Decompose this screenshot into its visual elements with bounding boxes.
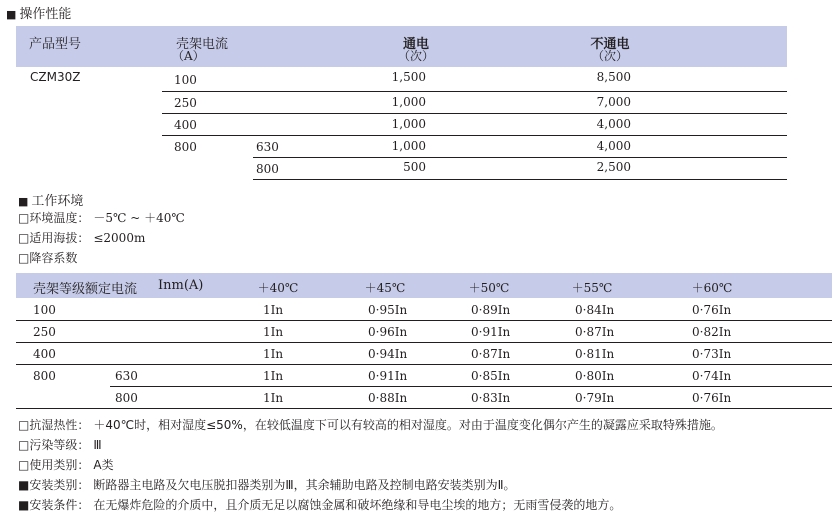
note-text: A类 [93,458,114,472]
product-model-value: CZM30Z [30,70,81,84]
derating-cell: 0·76In [692,303,732,317]
derating-row-sub-frame: 800 [115,391,138,405]
derating-row-frame: 100 [33,303,56,317]
derating-cell: 0·94In [368,347,408,361]
checkbox-bullet: □ [18,251,30,265]
env-temperature-label: 环境温度： [29,211,90,225]
note-label: 污染等级： [29,438,90,452]
derating-header-temp: ＋45℃ [364,281,406,295]
derating-cell: 0·84In [575,303,615,317]
derating-cell: 0·80In [575,369,615,383]
derating-header-temp: ＋60℃ [691,281,733,295]
env-temperature [18,209,185,226]
note-label: 安装类别： [29,478,90,492]
derating-cell: 0·95In [368,303,408,317]
row-divider [253,179,787,180]
section-heading-environment [18,190,83,209]
header-frame-unit: （A） [172,49,205,63]
row-divider [162,113,787,114]
derating-header-temp: ＋50℃ [468,281,510,295]
derating-cell: 0·85In [471,369,511,383]
row-divider [162,91,787,92]
note-text: 断路器主电路及欠电压脱扣器类别为Ⅲ，其余辅助电路及控制电路安装类别为Ⅱ。 [93,478,516,492]
ops-row-not-energized: 8,500 [596,70,631,84]
ops-row-frame: 400 [174,118,197,132]
ops-row-sub-frame: 630 [256,140,279,154]
derating-cell: 0·88In [368,391,408,405]
checkbox-bullet: □ [18,418,30,432]
derating-cell: 1In [263,303,284,317]
derating-row-sub-frame: 630 [115,369,138,383]
derating-header-inm: Inm(A) [158,278,204,293]
header-product-model: 产品型号 [29,37,82,52]
row-divider [16,364,832,365]
derating-cell: 0·87In [471,347,511,361]
derating-cell: 0·76In [692,391,732,405]
header-energized: 通电 [402,37,429,52]
row-divider [16,320,832,321]
ops-row-frame: 250 [174,96,197,110]
derating-header-temp: ＋40℃ [257,281,299,295]
derating-row-frame: 400 [33,347,56,361]
note-usage [18,456,114,473]
section-bullet: ■ [18,498,30,512]
note-label: 抗湿热性： [29,418,90,432]
ops-row-energized: 500 [403,160,426,174]
derating-cell: 0·91In [368,369,408,383]
checkbox-bullet: □ [18,438,30,452]
note-label: 使用类别： [29,458,90,472]
note-text: Ⅲ [93,438,102,452]
checkbox-bullet: □ [18,211,30,225]
env-altitude-value: ≤2000m [93,231,146,245]
note-install-category [18,476,516,493]
section-title: 工作环境 [31,194,84,209]
section-bullet: ■ [18,195,29,208]
checkbox-bullet: □ [18,458,30,472]
ops-row-energized: 1,000 [391,139,426,153]
section-bullet: ■ [6,8,17,21]
checkbox-bullet: □ [18,231,30,245]
derating-cell: 0·74In [692,369,732,383]
note-text: 在无爆炸危险的介质中，且介质无足以腐蚀金属和破坏绝缘和导电尘埃的地方；无雨雪侵袭的地方。 [93,498,622,512]
header-energized-unit: （次） [397,49,434,63]
note-install-conditions [18,496,621,513]
header-not-energized: 不通电 [590,37,630,52]
ops-row-frame: 800 [174,140,197,154]
env-altitude [18,229,145,246]
section-title: 操作性能 [19,7,72,22]
derating-cell: 0·82In [692,325,732,339]
ops-row-not-energized: 7,000 [596,95,631,109]
derating-header-temp: ＋55℃ [571,281,613,295]
derating-cell: 0·79In [575,391,615,405]
ops-row-not-energized: 4,000 [596,139,631,153]
env-derating-label: 降容系数 [29,251,78,265]
derating-cell: 1In [263,347,284,361]
ops-row-frame: 100 [174,73,197,87]
ops-row-energized: 1,500 [391,70,426,84]
table-bottom-border [16,408,832,409]
section-bullet: ■ [18,478,30,492]
row-divider [110,386,832,387]
row-divider [162,135,787,136]
derating-cell: 0·91In [471,325,511,339]
note-pollution [18,436,102,453]
env-temperature-value: －5℃ ~ ＋40℃ [93,211,185,225]
header-frame-current: 壳架电流 [176,37,229,52]
derating-cell: 0·96In [368,325,408,339]
derating-row-frame: 250 [33,325,56,339]
note-label: 安装条件： [29,498,90,512]
row-divider [16,342,832,343]
derating-cell: 0·83In [471,391,511,405]
ops-row-not-energized: 4,000 [596,117,631,131]
ops-row-energized: 1,000 [391,117,426,131]
note-text: ＋40℃时，相对湿度≤50%，在较低温度下可以有较高的相对湿度。对由于温度变化偶尔产生的凝露应采取特殊措施。 [93,418,723,432]
env-derating [18,249,77,266]
derating-cell: 0·87In [575,325,615,339]
ops-row-energized: 1,000 [391,95,426,109]
derating-cell: 0·89In [471,303,511,317]
ops-row-sub-frame: 800 [256,162,279,176]
derating-header-frame-current: 壳架等级额定电流 [33,282,138,297]
derating-cell: 1In [263,369,284,383]
derating-cell: 0·73In [692,347,732,361]
derating-cell: 0·81In [575,347,615,361]
derating-cell: 1In [263,325,284,339]
env-altitude-label: 适用海拔： [29,231,90,245]
derating-row-frame: 800 [33,369,56,383]
header-not-energized-unit: （次） [591,49,628,63]
derating-cell: 1In [263,391,284,405]
row-divider [253,157,787,158]
note-humidity [18,416,723,433]
ops-row-not-energized: 2,500 [596,160,631,174]
section-heading-operation [6,3,71,22]
